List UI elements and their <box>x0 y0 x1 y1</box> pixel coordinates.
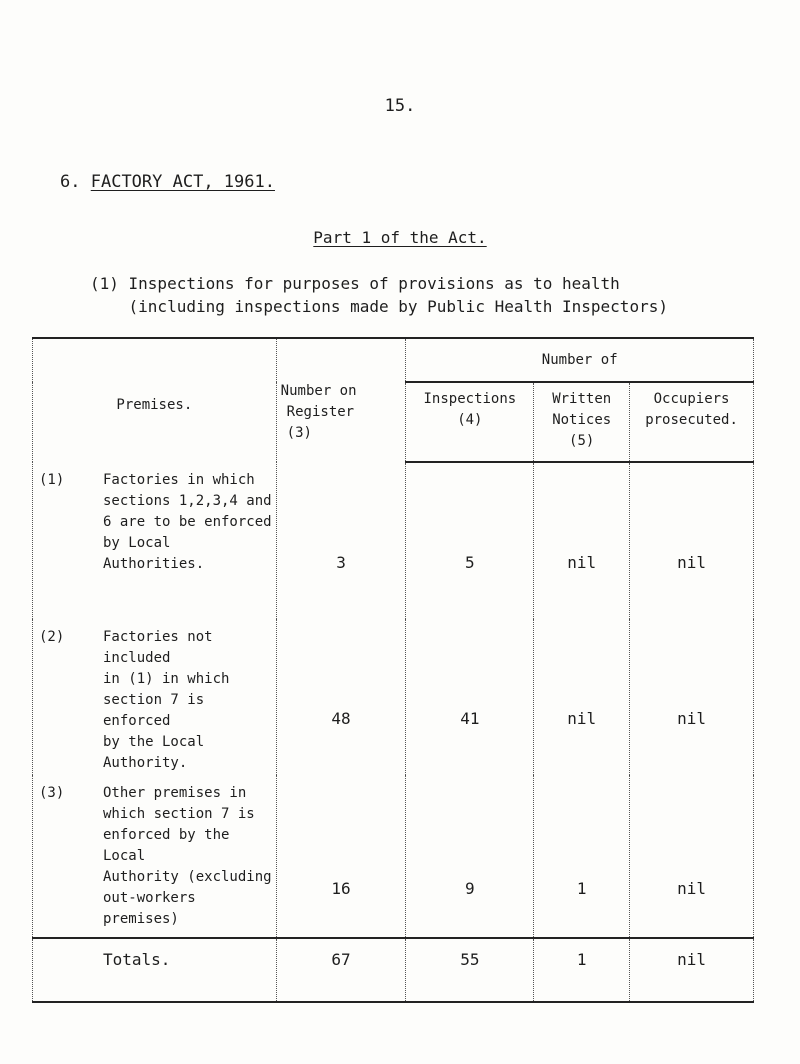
notices-value: nil <box>534 462 630 619</box>
totals-prosecuted: nil <box>630 938 754 1002</box>
premises-line: by Local Authorities. <box>103 535 205 572</box>
table-header-row <box>33 338 754 382</box>
totals-row <box>33 938 754 1002</box>
premises-line: in (1) in which <box>103 671 230 687</box>
section-heading <box>60 172 275 192</box>
intro-line-1: (1) Inspections for purposes of provisions as to health <box>90 274 620 293</box>
premises-cell <box>33 775 277 938</box>
number-of-header: Number of <box>406 338 754 382</box>
premises-line: Factories not included <box>103 629 213 666</box>
notices-header <box>534 382 630 462</box>
prosecuted-header-line: prosecuted. <box>645 412 738 428</box>
totals-label: Totals. <box>33 938 277 1002</box>
notices-header-line: Notices <box>552 412 612 428</box>
page-number: 15. <box>384 96 416 116</box>
table-row <box>33 462 754 619</box>
premises-line: enforced by the Local <box>103 827 230 864</box>
premises-cell <box>33 619 277 775</box>
premises-line: 6 are to be enforced <box>103 514 272 530</box>
intro-text <box>90 272 668 318</box>
row-number: (2) <box>39 629 65 645</box>
premises-line: section 7 is enforced <box>103 692 205 729</box>
inspections-header-line: (4) <box>457 412 483 428</box>
inspections-table <box>32 337 754 1003</box>
notices-value: nil <box>534 619 630 775</box>
inspections-header <box>406 382 534 462</box>
part-heading <box>0 228 800 247</box>
register-value: 48 <box>276 619 406 775</box>
register-value: 16 <box>276 775 406 938</box>
prosecuted-header <box>630 382 754 462</box>
inspections-header-line: Inspections <box>423 391 517 407</box>
intro-line-2: (including inspections made by Public Health Inspectors) <box>90 297 668 316</box>
totals-register: 67 <box>276 938 406 1002</box>
premises-line: Factories in which <box>103 472 255 488</box>
totals-notices: 1 <box>534 938 630 1002</box>
notices-header-line: (5) <box>569 433 595 449</box>
inspections-value: 41 <box>406 619 534 775</box>
register-header-line: Register <box>286 404 355 420</box>
premises-line: which section 7 is <box>103 806 255 822</box>
premises-line: out-workers premises) <box>103 890 196 927</box>
row-number: (1) <box>39 472 65 488</box>
prosecuted-value: nil <box>630 775 754 938</box>
prosecuted-value: nil <box>630 462 754 619</box>
premises-cell <box>33 462 277 619</box>
register-header-line: Number on <box>280 383 357 399</box>
prosecuted-header-line: Occupiers <box>653 391 730 407</box>
premises-header: Premises. <box>33 338 277 462</box>
section-number: 6. <box>60 172 81 192</box>
premises-line: Authority (excluding <box>103 869 272 885</box>
part-heading-text: Part 1 of the Act. <box>313 228 487 247</box>
register-header-line: (3) <box>286 425 312 441</box>
inspections-value: 9 <box>406 775 534 938</box>
row-number: (3) <box>39 785 65 801</box>
table-row <box>33 619 754 775</box>
prosecuted-value: nil <box>630 619 754 775</box>
premises-line: by the Local Authority. <box>103 734 205 771</box>
premises-line: sections 1,2,3,4 and <box>103 493 272 509</box>
premises-line: Other premises in <box>103 785 247 801</box>
register-value: 3 <box>276 462 406 619</box>
totals-inspections: 55 <box>406 938 534 1002</box>
register-header <box>276 338 406 462</box>
table-row <box>33 775 754 938</box>
inspections-value: 5 <box>406 462 534 619</box>
notices-value: 1 <box>534 775 630 938</box>
notices-header-line: Written <box>552 391 612 407</box>
section-title: FACTORY ACT, 1961. <box>90 172 275 192</box>
